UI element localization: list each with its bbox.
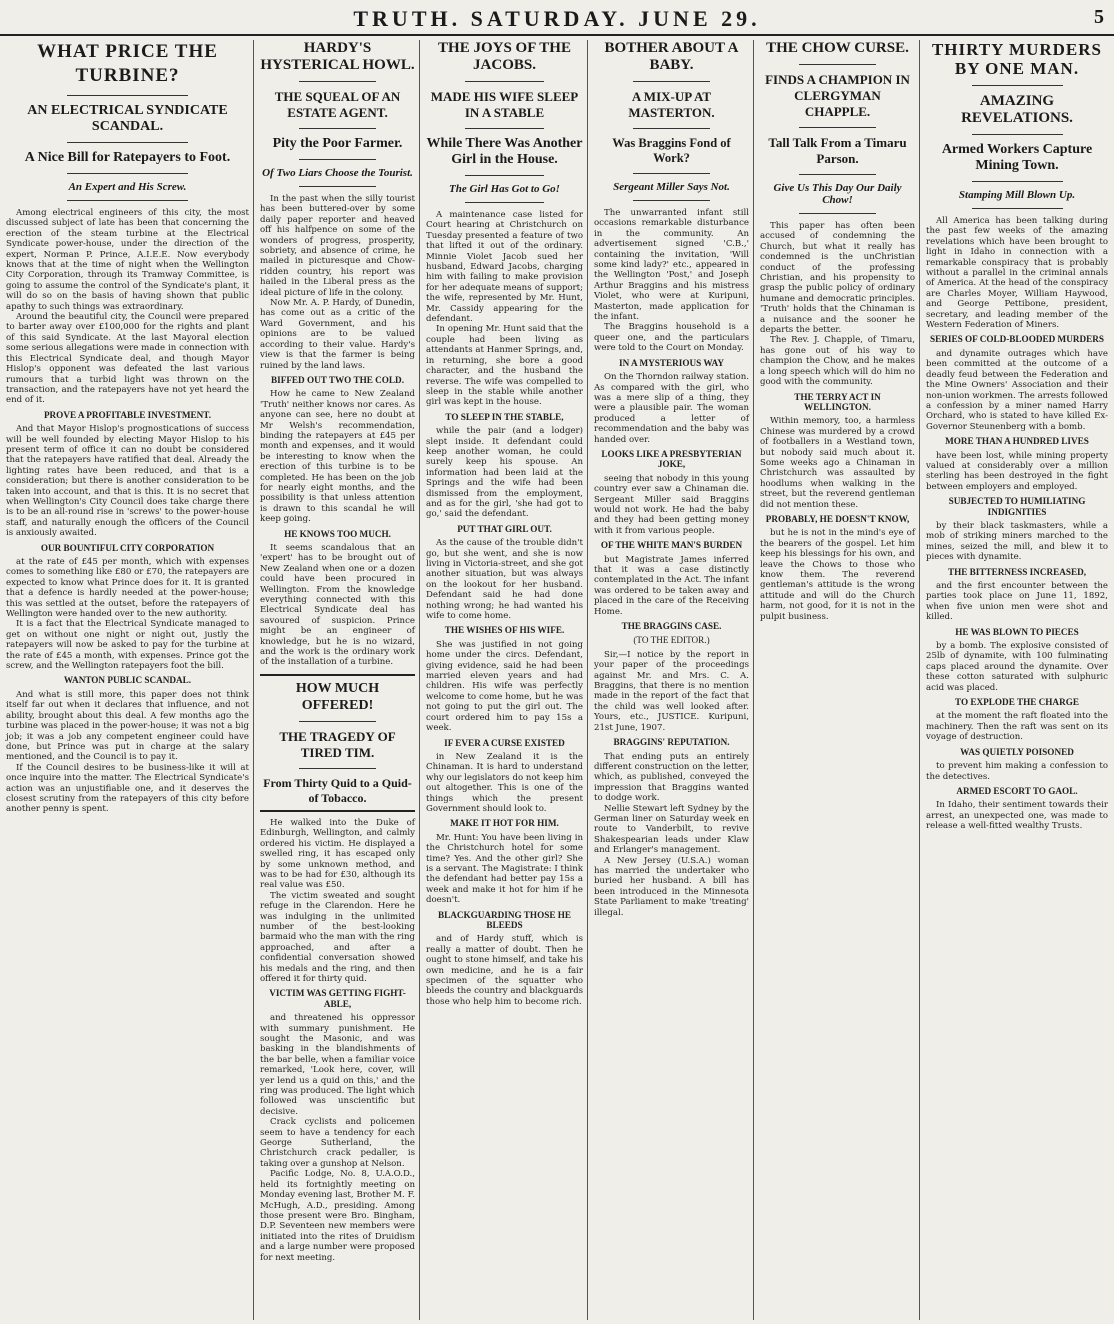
subhead-turbine: AN ELECTRICAL SYNDICATE SCANDAL. xyxy=(27,103,228,134)
section-heading: HE WAS BLOWN TO PIECES xyxy=(955,626,1079,637)
section-heading: THE WISHES OF HIS WIFE. xyxy=(444,625,565,636)
divider xyxy=(299,721,377,722)
divider xyxy=(972,208,1063,209)
paragraph: He walked into the Duke of Edinburgh, Wellington, and calmly ordered his victim. He displayed a swelled ring, it has escaped only by some unknown method, and was to be had for £30, although its real value was £50. xyxy=(260,817,415,891)
column-jacobs xyxy=(422,40,588,1320)
section-heading: LOOKS LIKE A PRESBYTERIAN JOKE, xyxy=(601,448,742,470)
paragraph: As the cause of the trouble didn't go, but she went, and she is now living in Victoria-street, and she got another situation, but was always on the lookout for her husband. Defendant said he had done nothing wrong; he had wanted his wife to come home. xyxy=(426,538,583,622)
paragraph: Pacific Lodge, No. 8, U.A.O.D., held its fortnightly meeting on Monday evening last, Brother M. F. McHugh, A.D., presiding. Among those present were Bro. Bingham, D.P. Seventeen new members were initiated into the rites of Druidism and a large number were proposed for next meeting. xyxy=(260,1169,415,1263)
paragraph: at the rate of £45 per month, which with expenses comes to something like £80 or £70, the ratepayers are expected to know what Prince does for it. It is granted that a defence is hardly needed at the power-house; this was settled at the outset, before the ratepayers of Wellington were handed over to the new authority. xyxy=(6,557,249,620)
subhead-revelations: AMAZING REVELATIONS. xyxy=(961,93,1073,126)
divider xyxy=(633,200,711,201)
paragraph: and the first encounter between the parties took place on June 11, 1892, when five union men were shot and killed. xyxy=(926,581,1108,623)
paragraph: The victim sweated and sought refuge in the Clarendon. Here he was indulging in the unlimited number of the best-looking barmaid who the man with the ring approached, and after a confidential conversation showed his medals and the ring, and then offered it for thirty quid. xyxy=(260,890,415,984)
article-body xyxy=(926,216,1108,832)
article-body xyxy=(594,208,749,918)
section-heading: TO EXPLODE THE CHARGE xyxy=(955,697,1079,708)
section-heading: OF THE WHITE MAN'S BURDEN xyxy=(600,540,743,551)
section-heading: SERIES OF COLD-BLOODED MURDERS xyxy=(930,334,1104,345)
section-heading: TO SLEEP IN THE STABLE, xyxy=(445,411,564,422)
boxed-article xyxy=(260,674,415,812)
paragraph: This paper has often been accused of condemning the Church, but what it really has condemned is the unChristian conduct of the professing Christian, and his propensity to grasp the public policy of ordinary humane and democratic principles. 'Truth' holds that the Chinaman is a nuisance and the sooner he departs the better. xyxy=(760,221,915,336)
divider xyxy=(465,128,544,129)
column-turbine xyxy=(2,40,254,1320)
subhead-chapple: FINDS A CHAMPION IN CLERGYMAN CHAPPLE. xyxy=(765,72,910,119)
divider xyxy=(465,81,544,82)
divider xyxy=(633,81,711,82)
paragraph: On the Thorndon railway station. As compared with the girl, who was a mere slip of a thing, they were a plausible pair. The woman produced a letter of recommendation and the baby was handed over. xyxy=(594,372,749,445)
section-heading: BRAGGINS' REPUTATION. xyxy=(613,737,730,748)
paragraph: And that Mayor Hislop's prognostications of success will be well founded by electing Mayor Hislop to his present term of office it can no doubt be considered that the ratepayers have ratified that deal. Already the lighting rates have been reduced, and that is a consideration; but there is another consideration to be taken into account, and that is this. It is no secret that when Wellington's City Council does take charge there is to be an all-round rise in 'screws' to the power-house staff, and naturally enough the officers of the Council is anxiously awaited. xyxy=(6,424,249,539)
section-heading: ARMED ESCORT TO GAOL. xyxy=(956,785,1078,796)
paragraph: by their black taskmasters, while a mob of striking miners marched to the mines, seized the mill, and blew it to pieces with dynamite. xyxy=(926,520,1108,563)
paragraph: Mr. Hunt: You have been living in the Christchurch hotel for some time? Yes. And the other girl? She is a servant. The Magistrate: I think the defendant had better pay 15s a week and make it hot for him if he doesn't. xyxy=(426,832,583,906)
paragraph: Nellie Stewart left Sydney by the German liner on Saturday week en route to Vanderbilt, to revive Shakespearian leads under Klaw and Erlanger's management. xyxy=(594,803,749,856)
headline-jacobs: THE JOYS OF THE JACOBS. xyxy=(438,40,571,73)
article-body xyxy=(260,818,415,1263)
paragraph: That ending puts an entirely different construction on the letter, which, as published, conveyed the impression that Braggins wanted to dodge work. xyxy=(594,751,749,804)
paragraph: And what is still more, this paper does not think itself far out when it declares that influence, and not ability, brought about this deal. A few months ago the turbine was placed in the power-house; it was not a big job; it was a job any competent engineer could have done, but Prince was put in charge at the salary mentioned, and the Council is to pay it. xyxy=(6,689,249,763)
section-heading: THE BRAGGINS CASE. xyxy=(621,621,722,632)
divider xyxy=(633,173,711,174)
section-heading: OUR BOUNTIFUL CITY CORPORATION xyxy=(40,542,215,553)
paragraph: in New Zealand it is the Chinaman. It is hard to understand why our legislators do not keep him out altogether. This is one of the things which the present Government should look to. xyxy=(426,751,583,814)
deck-turbine: A Nice Bill for Ratepayers to Foot. xyxy=(24,150,231,165)
column-chow xyxy=(756,40,920,1320)
divider xyxy=(299,768,377,769)
section-heading: THE TERRY ACT IN WELLINGTON. xyxy=(794,391,881,412)
paragraph: If the Council desires to be business-like it will at once inquire into the matter. The Electrical Syndicate's action was an unjustifiable one, and it deserves the closest scrutiny from the ratepayers of this city before another penny is spent. xyxy=(6,762,249,815)
page-number: 5 xyxy=(1094,6,1104,28)
paragraph: Within memory, too, a harmless Chinese was murdered by a crowd of footballers in a Westland town, but nobody said much about it. Some weeks ago a Chinaman in Christchurch was assaulted by hoodlums when walking in the street, but the reverend gentleman did not mention these. xyxy=(760,416,915,510)
paragraph: Sir,—I notice by the report in your paper of the proceedings against Mr. and Mrs. C. A. Braggins, that there is no mention made in the report of the fact that the child was well looked after. Yours, etc., JUSTICE. Kuripuni, 21st June, 1907. xyxy=(594,649,749,733)
paragraph: have been lost, while mining property valued at considerably over a million sterling has been destroyed in the fight between employers and employed. xyxy=(926,450,1108,492)
section-heading: SUBJECTED TO HUMILIATING INDIGNITIES xyxy=(948,496,1086,517)
masthead xyxy=(0,0,1114,36)
section-heading: BIFFED OUT TWO THE COLD. xyxy=(271,374,404,385)
paragraph: How he came to New Zealand 'Truth' neither knows nor cares. As anyone can see, here no doubt at Mr Welsh's recommendation, binding the ratepayers at £45 per month and expenses, and it would be interesting to know when the erection of this turbine is to be completed. He has been on the job for nearly eight months, and the possibility is that unless attention is drawn to this scandal he will keep going. xyxy=(260,389,415,525)
tagline-mill: Stamping Mill Blown Up. xyxy=(958,189,1076,201)
divider xyxy=(67,200,189,201)
divider xyxy=(67,142,189,143)
section-heading: WANTON PUBLIC SCANDAL. xyxy=(63,675,192,686)
paragraph: It is a fact that the Electrical Syndicate managed to get on without one night or night out, justly the ratepayers will now be asked to pay for the turbine at the rate of £45 a month, with expenses. Prince got the screw, and the Wellington ratepayers foot the bill. xyxy=(6,619,249,672)
paragraph: The Rev. J. Chapple, of Timaru, has gone out of his way to champion the Chow, and he makes a long speech which will do him no good with the community. xyxy=(760,335,915,388)
divider xyxy=(299,159,377,160)
section-heading: PROVE A PROFITABLE INVESTMENT. xyxy=(43,409,212,420)
divider xyxy=(67,95,189,96)
paragraph: A New Jersey (U.S.A.) woman has married the undertaker who buried her husband. A bill has been introduced in the Minnesota State Parliament to make 'treating' illegal. xyxy=(594,855,749,918)
article-body xyxy=(260,194,415,668)
deck-hardy: Pity the Poor Farmer. xyxy=(272,136,403,151)
column-murders xyxy=(922,40,1112,1320)
tagline-turbine: An Expert and His Screw. xyxy=(68,181,187,193)
deck-jacobs: While There Was Another Girl in the House. xyxy=(426,136,583,167)
paragraph: and threatened his oppressor with summary punishment. He sought the Masonic, and was basking in the blandishments of the bar belle, when a familiar voice remarked, 'Look here, cover, will yer lend us a quid on this,' and the ring was produced. The light which followed was unscientific but decisive. xyxy=(260,1013,415,1117)
paragraph: to prevent him making a confession to the detectives. xyxy=(926,761,1108,782)
subhead-hardy: THE SQUEAL OF AN ESTATE AGENT. xyxy=(274,89,401,120)
section-heading: MORE THAN A HUNDRED LIVES xyxy=(945,436,1089,447)
divider xyxy=(799,174,877,175)
paragraph: In the past when the silly tourist has been buttered-over by some daily paper reporter and heaved off his halfpence on some of the wonders of progress, prosperity, sobriety, and absence of crime, he mailed in picturesque and Chow-ridden country, his report was hailed in the Liberal press as the ideal picture of life in the colony. xyxy=(260,194,415,298)
paragraph: at the moment the raft floated into the machinery. Then the raft was sent on its voyage of destruction. xyxy=(926,711,1108,743)
paragraph: All America has been talking during the past few weeks of the amazing revelations which have been brought to light in Idaho in connection with a remarkable conspiracy that is probably without a parallel in the criminal annals of America. At the head of the conspiracy are Charles Moyer, William Haywood, and George Pettibone, president, secretary, and leading member of the Western Federation of Miners. xyxy=(926,216,1108,331)
headline-baby: BOTHER ABOUT A BABY. xyxy=(604,40,739,73)
paragraph: The Braggins household is a queer one, and the particulars were told to the Court on Monday. xyxy=(594,322,749,354)
tagline-hardy: Of Two Liars Choose the Tourist. xyxy=(262,167,413,179)
paragraph: It seems scandalous that an 'expert' has to be brought out of New Zealand when one or a dozen could have been procured in Wellington. From the knowledge everything connected with this Electrical Syndicate deal has savoured of suspicion. Prince might be an engineer of knowledge, but he is no wizard, and the work is the ordinary work of the installation of a turbine. xyxy=(260,543,415,668)
headline-murders: THIRTY MURDERS BY ONE MAN. xyxy=(931,40,1103,78)
paragraph: In opening Mr. Hunt said that the couple had been living as attendants at Hanmer Springs, and, in returning, she bore a good character, and the husband the reverse. The wife was compelled to sleep in the stable while another girl was kept in the house. xyxy=(426,324,583,408)
paragraph: but Magistrate James inferred that it was a case distinctly contemplated in the Act. The infant was ordered to be taken away and placed in the care of the Receiving Home. xyxy=(594,554,749,617)
divider xyxy=(972,134,1063,135)
section-heading: WAS QUIETLY POISONED xyxy=(960,746,1074,757)
headline-hardy: HARDY'S HYSTERICAL HOWL. xyxy=(260,40,415,73)
divider xyxy=(972,85,1063,86)
section-heading: PROBABLY, HE DOESN'T KNOW, xyxy=(765,513,910,524)
section-heading: VICTIM WAS GETTING FIGHT-ABLE, xyxy=(269,988,406,1009)
headline-how-much: HOW MUCH OFFERED! xyxy=(295,680,380,713)
deck-braggins: Was Braggins Fond of Work? xyxy=(612,136,731,165)
paragraph: A maintenance case listed for Court hearing at Christchurch on Tuesday presented a feature of two that lifted it out of the ordinary. Minnie Violet Jacob sued her husband, Edward Jacobs, charging him with failing to make provision for her adequate means of support; the wife, represented by Mr. Hunt, Mr. Cassidy appearing for the defendant. xyxy=(426,210,583,325)
paragraph: while the pair (and a lodger) slept inside. It defendant could keep another woman, he could surely keep his spouse. An information had been laid at the Springs and the wife had been dismissed from the employment, and as for the girl, 'she had got to go,' said the defendant. xyxy=(426,426,583,520)
subhead-tired-tim: THE TRAGEDY OF TIRED TIM. xyxy=(279,728,396,760)
tagline-baby: Sergeant Miller Says Not. xyxy=(613,181,730,193)
divider xyxy=(299,81,377,82)
section-heading: THE BITTERNESS INCREASED, xyxy=(947,566,1087,577)
paragraph: The unwarranted infant still occasions remarkable disturbance in the community. An advertisement signed 'C.B.,' containing the invitation, 'Will some kind lady?' etc., appeared in the Wellington 'Post,' and Joseph Arthur Braggins and his mistress Violet, who were at Kuripuni, Masterton, made application for the infant. xyxy=(594,208,749,323)
section-heading: PUT THAT GIRL OUT. xyxy=(457,523,552,534)
paragraph: by a bomb. The explosive consisted of 25lb of dynamite, with 100 fulminating caps placed around the dynamite. Over these cotton saturated with sulphuric acid was placed. xyxy=(926,641,1108,693)
deck-timaru: Tall Talk From a Timaru Parson. xyxy=(768,135,907,166)
tagline-jacobs: The Girl Has Got to Go! xyxy=(449,183,560,195)
paragraph: and dynamite outrages which have been committed at the outcome of a deadly feud between the Federation and the Mine Owners' Association and their non-union workmen. The arrests followed a confession by a miner named Harry Orchard, who is stated to have killed Ex-Governor Steunenberg with a bomb. xyxy=(926,348,1108,432)
article-body xyxy=(760,221,915,622)
divider xyxy=(799,64,877,65)
divider xyxy=(972,181,1063,182)
headline-turbine: WHAT PRICE THE TURBINE? xyxy=(37,41,218,86)
column-hardy xyxy=(256,40,420,1320)
paragraph: but he is not in the mind's eye of the bearers of the gospel. Let him keep his blessings for his own, and leave the Chows to those who know them. The reverend gentleman's attitude is the wrong attitude and will do the Church harm, not good, for it is not in the pulpit business. xyxy=(760,528,915,622)
paper-title: TRUTH. SATURDAY. JUNE 29. xyxy=(353,6,761,31)
paragraph: Crack cyclists and policemen seem to have a tendency for each George Sutherland, the Christchurch crack pedaller, is taking over a gunshop at Nelson. xyxy=(260,1117,415,1169)
paragraph: and of Hardy stuff, which is really a matter of doubt. Then he ought to stone himself, and take his own medicine, and he is a fair specimen of the squatter who bleeds the country and blackguards those who help him to become rich. xyxy=(426,934,583,1007)
paragraph: In Idaho, their sentiment towards their arrest, an unexpected one, was made to release a well-fitted wealthy Trusts. xyxy=(926,800,1108,832)
section-heading: IF EVER A CURSE EXISTED xyxy=(444,737,565,748)
paragraph: Around the beautiful city, the Council were prepared to barter away over £100,000 for the rights and plant of this said Syndicate. At the last Mayoral election some serious allegations were made in connection with this Electrical Syndicate deal, and though Mayor Hislop's opponent was defeated the last various rumours that a turbid light was thrown on the transaction, and the ratepayers have not yet heard the end of it. xyxy=(6,312,249,406)
article-body xyxy=(6,208,249,815)
section-heading: MAKE IT HOT FOR HIM. xyxy=(450,818,559,829)
divider xyxy=(67,173,189,174)
article-body xyxy=(426,210,583,1007)
paragraph: She was justified in not going home under the circs. Defendant, giving evidence, said he had been married eleven years and had children. His wife was perfectly welcome to come home, but he was not going to put the girl out. The court ordered him to pay 15s a week. xyxy=(426,639,583,734)
divider xyxy=(465,175,544,176)
paragraph: Now Mr. A. P. Hardy, of Dunedin, has come out as a critic of the Ward Government, and his opinions are to be valued according to their value. Hardy's view is that the farmer is being ruined by the land laws. xyxy=(260,298,415,371)
column-baby xyxy=(590,40,754,1320)
tagline-chow: Give Us This Day Our Daily Chow! xyxy=(773,182,902,206)
section-heading: IN A MYSTERIOUS WAY xyxy=(619,357,724,368)
deck-tobacco: From Thirty Quid to a Quid-of Tobacco. xyxy=(263,775,412,805)
subhead-masterton: A MIX-UP AT MASTERTON. xyxy=(628,89,715,120)
deck-mining-town: Armed Workers Capture Mining Town. xyxy=(941,142,1093,173)
subhead-jacobs: MADE HIS WIFE SLEEP IN A STABLE xyxy=(430,89,579,120)
divider xyxy=(299,186,377,187)
paragraph: Among electrical engineers of this city, the most discussed subject of late has been that concerning the erection of the steam turbine at the Electrical Syndicate power-house, under the direction of the expert, Norman P. Prince, A.I.E.E. Now everybody knows that at the time of night when the Wellington City Corporation, through its Tramway Committee, is going to assume the control of the Syndicate's plant, it will do so on the basis of having shown that public apathy to such things was extraordinary. xyxy=(6,208,249,312)
section-heading: BLACKGUARDING THOSE HE BLEEDS xyxy=(437,909,572,930)
divider xyxy=(799,127,877,128)
section-heading: HE KNOWS TOO MUCH. xyxy=(284,528,391,539)
divider xyxy=(465,202,544,203)
paragraph: seeing that nobody in this young country ever saw a Chinaman die. Sergeant Miller said Braggins would not work. He had the baby and they had been getting money with it from various people. xyxy=(594,473,749,536)
divider xyxy=(799,213,877,214)
divider xyxy=(633,128,711,129)
letter-note: (TO THE EDITOR.) xyxy=(633,635,710,646)
divider xyxy=(299,128,377,129)
headline-chow: THE CHOW CURSE. xyxy=(766,40,909,56)
